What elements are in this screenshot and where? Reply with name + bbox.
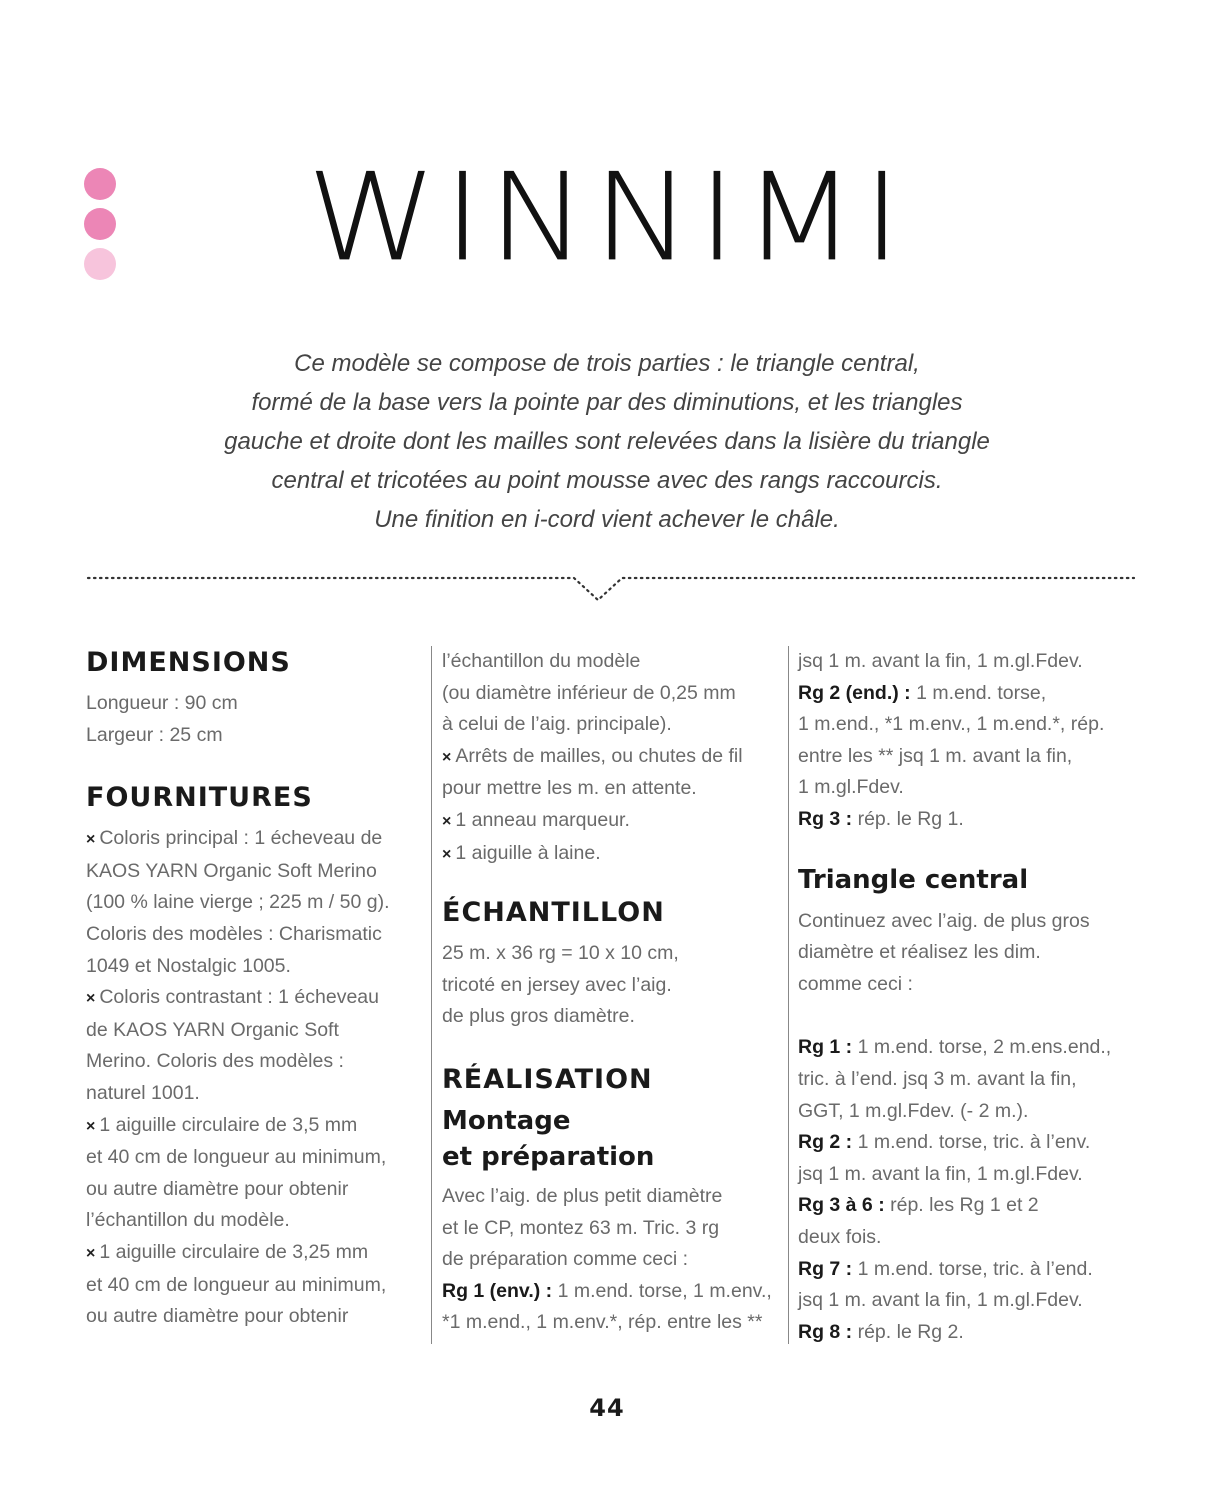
- pattern-title: WINNIMI: [306, 147, 908, 289]
- row-instruction: Rg 3 : rép. le Rg 1.: [798, 807, 964, 830]
- instruction-line: jsq 1 m. avant la fin, 1 m.gl.Fdev.: [798, 1289, 1083, 1312]
- bullet-icon: ×: [442, 812, 452, 830]
- supply-line: (ou diamètre inférieur de 0,25 mm: [442, 681, 736, 704]
- instruction-line: 1 m.end., *1 m.env., 1 m.end.*, rép.: [798, 713, 1105, 736]
- instruction-line: et le CP, montez 63 m. Tric. 3 rg: [442, 1216, 720, 1239]
- realisation-heading: RÉALISATION: [442, 1063, 653, 1095]
- row-instruction: Rg 1 (env.) : 1 m.end. torse, 1 m.env.,: [442, 1279, 772, 1302]
- instruction-line: entre les ** jsq 1 m. avant la fin,: [798, 744, 1073, 767]
- bullet-icon: ×: [442, 748, 452, 766]
- instruction-line: jsq 1 m. avant la fin, 1 m.gl.Fdev.: [798, 650, 1083, 672]
- montage-subheading: Montage: [442, 1105, 571, 1136]
- column-divider: [788, 646, 789, 1344]
- supply-line: × 1 aiguille à laine.: [442, 841, 601, 864]
- supply-line: × Arrêts de mailles, ou chutes de fil: [442, 744, 743, 767]
- supply-line: (100 % laine vierge ; 225 m / 50 g).: [86, 891, 390, 914]
- dotted-divider: [86, 568, 1136, 608]
- supply-line: × 1 aiguille circulaire de 3,5 mm: [86, 1113, 358, 1136]
- intro-text: [120, 344, 1094, 539]
- row-instruction: Rg 2 : 1 m.end. torse, tric. à l’env.: [798, 1131, 1091, 1154]
- column-3: [798, 646, 1128, 1348]
- column-divider: [431, 646, 432, 1344]
- bullet-icon: ×: [86, 1117, 96, 1135]
- supply-line: l’échantillon du modèle.: [86, 1209, 290, 1232]
- instruction-line: tric. à l’end. jsq 3 m. avant la fin,: [798, 1067, 1077, 1090]
- supply-line: l’échantillon du modèle: [442, 650, 641, 672]
- row-label: Rg 2 :: [798, 1131, 853, 1154]
- supply-line: de KAOS YARN Organic Soft: [86, 1018, 339, 1041]
- triangle-heading: Triangle central: [798, 864, 1029, 895]
- supply-line: ou autre diamètre pour obtenir: [86, 1305, 349, 1328]
- row-instruction: Rg 2 (end.) : 1 m.end. torse,: [798, 681, 1047, 704]
- dimension-line: Largeur : 25 cm: [86, 723, 223, 746]
- supply-line: × 1 aiguille circulaire de 3,25 mm: [86, 1240, 369, 1263]
- instruction-line: deux fois.: [798, 1225, 882, 1248]
- instruction-line: GGT, 1 m.gl.Fdev. (- 2 m.).: [798, 1099, 1029, 1122]
- supply-line: à celui de l’aig. principale).: [442, 713, 672, 736]
- intro-line: central et tricotées au point mousse avec des rangs raccourcis.: [271, 467, 943, 494]
- instruction-line: Continuez avec l’aig. de plus gros: [798, 909, 1090, 932]
- row-label: Rg 1 (env.) :: [442, 1279, 553, 1302]
- row-instruction: Rg 8 : rép. le Rg 2.: [798, 1320, 964, 1343]
- instruction-line: jsq 1 m. avant la fin, 1 m.gl.Fdev.: [798, 1162, 1083, 1185]
- intro-line: Ce modèle se compose de trois parties : le triangle central,: [294, 350, 920, 377]
- supply-line: × 1 anneau marqueur.: [442, 808, 630, 831]
- row-label: Rg 2 (end.) :: [798, 681, 911, 704]
- column-1: [86, 646, 418, 1333]
- column-2: [442, 646, 787, 1339]
- supply-line: 1049 et Nostalgic 1005.: [86, 954, 291, 977]
- row-label: Rg 7 :: [798, 1257, 853, 1280]
- supply-line: pour mettre les m. en attente.: [442, 777, 697, 800]
- supply-line: et 40 cm de longueur au minimum,: [86, 1146, 387, 1169]
- supply-line: naturel 1001.: [86, 1081, 200, 1104]
- instruction-line: *1 m.end., 1 m.env.*, rép. entre les **: [442, 1311, 763, 1334]
- row-label: Rg 8 :: [798, 1320, 853, 1343]
- gauge-line: 25 m. x 36 rg = 10 x 10 cm,: [442, 942, 679, 965]
- row-instruction: Rg 1 : 1 m.end. torse, 2 m.ens.end.,: [798, 1036, 1112, 1059]
- bullet-icon: ×: [86, 831, 96, 849]
- row-label: Rg 3 à 6 :: [798, 1194, 885, 1217]
- gauge-line: tricoté en jersey avec l’aig.: [442, 973, 672, 996]
- row-label: Rg 3 :: [798, 807, 853, 830]
- bullet-icon: ×: [442, 845, 452, 863]
- montage-subheading: et préparation: [442, 1141, 655, 1172]
- dimension-line: Longueur : 90 cm: [86, 692, 238, 714]
- intro-line: Une finition en i-cord vient achever le châle.: [374, 506, 840, 533]
- bullet-icon: ×: [86, 1244, 96, 1262]
- row-label: Rg 1 :: [798, 1036, 853, 1059]
- bullet-icon: ×: [86, 990, 96, 1008]
- instruction-line: 1 m.gl.Fdev.: [798, 776, 904, 799]
- instruction-line: Avec l’aig. de plus petit diamètre: [442, 1184, 723, 1207]
- page-number: 44: [589, 1394, 625, 1422]
- supply-line: Merino. Coloris des modèles :: [86, 1050, 344, 1073]
- row-instruction: Rg 7 : 1 m.end. torse, tric. à l’end.: [798, 1257, 1093, 1280]
- supply-line: et 40 cm de longueur au minimum,: [86, 1273, 387, 1296]
- echantillon-heading: ÉCHANTILLON: [442, 897, 665, 929]
- row-instruction: Rg 3 à 6 : rép. les Rg 1 et 2: [798, 1194, 1039, 1217]
- dimensions-heading: DIMENSIONS: [86, 647, 291, 678]
- instruction-line: comme ceci :: [798, 972, 913, 995]
- supply-line: × Coloris contrastant : 1 écheveau: [86, 986, 379, 1009]
- supply-line: ou autre diamètre pour obtenir: [86, 1177, 349, 1200]
- supply-line: KAOS YARN Organic Soft Merino: [86, 859, 377, 882]
- supply-line: × Coloris principal : 1 écheveau de: [86, 827, 383, 850]
- fournitures-heading: FOURNITURES: [86, 782, 313, 814]
- instruction-line: diamètre et réalisez les dim.: [798, 941, 1041, 964]
- instruction-line: de préparation comme ceci :: [442, 1248, 689, 1271]
- supply-line: Coloris des modèles : Charismatic: [86, 922, 382, 945]
- gauge-line: de plus gros diamètre.: [442, 1005, 635, 1028]
- intro-line: gauche et droite dont les mailles sont relevées dans la lisière du triangle: [224, 428, 990, 455]
- intro-line: formé de la base vers la pointe par des diminutions, et les triangles: [251, 389, 963, 416]
